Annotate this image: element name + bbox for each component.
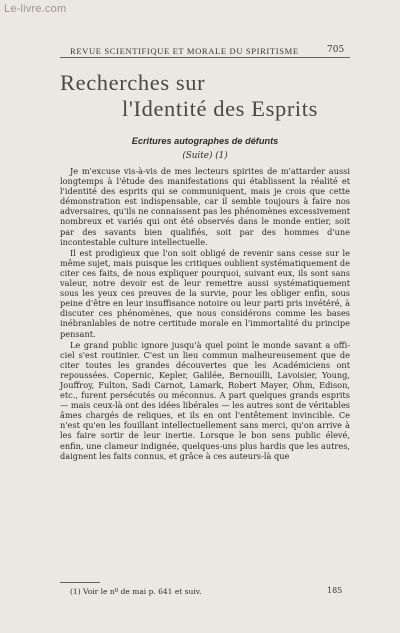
watermark: Le-livre.com	[4, 3, 67, 15]
continuation-note: (Suite) (1)	[182, 151, 228, 161]
article-title	[60, 70, 360, 122]
paragraph-2: Il est prodigieux que l'on soit obligé de revenir sans cesse sur le même sujet, mais puisque les critiques oublient systématiquement de citer ces faits, de nous expliquer pourquoi, suivant eux, ils sont sans valeur, notre devoir est de leur remettre aussi systématiquement sous les yeux ces preuves de la survie, pour les obliger enfin, sous peine d'être en leur insuffisance notoire ou leur parti pris invétéré, à discuter ces phénomènes, que nous considérons comme les bases inébranlables de notre certitude morale en l'immortalité du principe pensant.	[60, 247, 350, 339]
running-head: REVUE SCIENTIFIQUE ET MORALE DU SPIRITISME	[70, 46, 299, 56]
article-title-line-2: l'Identité des Esprits	[122, 96, 318, 121]
section-subtitle: Ecritures autographes de défunts	[131, 136, 279, 146]
article-body	[60, 166, 350, 461]
footnote: (1) Voir le nº de mai p. 641 et suiv.	[70, 587, 202, 596]
paragraph-1: Je m'excuse vis-à-vis de mes lecteurs spirites de m'attarder aussi longtemps à l'étude des manifestations qui établissent la réalité et l'identité des esprits qui se communiquent, mais je crois que cette démonstration est indispensable, car il semble toujours à faire nos adversaires, qu'ils ne connaissent pas les phénomènes excessivement nombreux et variés qui ont été observés dans le monde entier, soit par des savants bien qualifiés, soit par des hommes d'une incontestable culture intellectuelle.	[60, 166, 350, 247]
signature-mark: 185	[327, 586, 343, 595]
paragraph-3: Le grand public ignore jusqu'à quel point le monde savant a offi-ciel s'est routinier. C'est un lieu commun malheureusement que de citer toutes les grandes découvertes que les Académiciens ont repoussées. Copernic, Kepler, Galilée, Bernouilli, Lavoisier, Young, Jouffroy, Fulton, Sadi Carnot, Lamark, Robert Mayer, Ohm, Edison, etc., furent persécutés ou méconnus. A part quelques grands esprits — mais ceux-là ont des idées libérales — les autres sont de véritables âmes chargés de reliques, et ils en ont l'entêtement invincible. Ce n'est qu'en les fouillant intellectuellement sans merci, qu'on arrive à les faire sortir de leur inertie. Lorsque le bon sens public élevé, enfin, une clameur indignée, quelques-uns plus hardis que les autres, daignent les faits connus, et grâce à ces auteurs-là que	[60, 339, 350, 461]
article-title-line-1: Recherches sur	[60, 70, 206, 95]
footnote-rule	[60, 582, 100, 583]
header-rule	[60, 57, 350, 58]
page-number: 705	[327, 45, 345, 55]
